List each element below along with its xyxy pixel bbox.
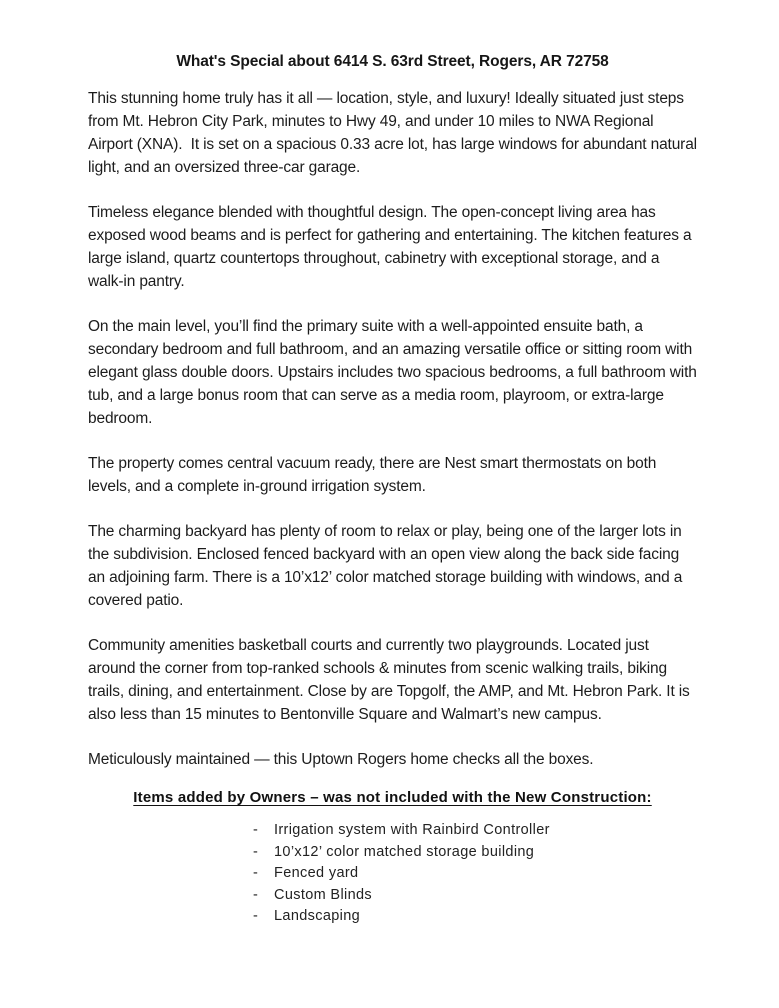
list-item-text: Irrigation system with Rainbird Controller [274,822,550,838]
list-item [253,885,697,907]
list-item [253,820,697,842]
list-bullet: - [253,908,259,924]
list-item [253,906,697,928]
paragraph-closing: Meticulously maintained — this Uptown Rogers home checks all the boxes. [88,751,594,768]
list-item [253,842,697,864]
list-item [253,863,697,885]
owner-items-list [253,820,697,928]
paragraph-main-level: On the main level, you’ll find the primary suite with a well-appointed ensuite bath, a secondary bedroom and full bathroom, and an amazing versatile office or sitting room with elegant glass double doors. Upstairs includes two spacious bedrooms, a full bathroom with tub, and a large bonus room that can serve as a media room, playroom, or extra-large bedroom. [88,318,701,427]
paragraph-community: Community amenities basketball courts and currently two playgrounds. Located just around the corner from top-ranked schools & minutes from scenic walking trails, biking trails, dining, and entertainment. Close by are Topgolf, the AMP, and Mt. Hebron Park. It is also less than 15 minutes to Bentonville Square and Walmart’s new campus. [88,637,694,723]
list-item-text: Landscaping [274,908,361,924]
list-bullet: - [253,843,259,860]
list-bullet: - [253,822,259,838]
list-item-text: Custom Blinds [274,886,373,903]
paragraph-intro: This stunning home truly has it all — location, style, and luxury! Ideally situated just steps from Mt. Hebron City Park, minutes to Hwy 49, and under 10 miles to NWA Regional Airport (XNA). It is set on a spacious 0.33 acre lot, has large windows for abundant natural light, and an oversized three-car garage. [88,90,702,176]
paragraph-backyard: The charming backyard has plenty of room to relax or play, being one of the larger lots in the subdivision. Enclosed fenced backyard with an open view along the back side facing an adjoining farm. There is a 10’x12’ color matched storage building with windows, and a covered patio. [88,523,687,609]
list-item-text: Fenced yard [274,865,359,881]
list-item-text: 10’x12’ color matched storage building [274,843,535,860]
owner-items-heading: Items added by Owners – was not included with the New Construction: [133,789,652,806]
list-bullet: - [253,865,259,881]
list-bullet: - [253,886,259,903]
paragraph-design: Timeless elegance blended with thoughtful design. The open-concept living area has exposed wood beams and is perfect for gathering and entertaining. The kitchen features a large island, quartz countertops throughout, cabinetry with exceptional storage, and a walk-in pantry. [88,204,696,290]
paragraph-systems: The property comes central vacuum ready, there are Nest smart thermostats on both levels, and a complete in-ground irrigation system. [88,455,661,495]
document-title: What's Special about 6414 S. 63rd Street, Rogers, AR 72758 [176,53,609,70]
